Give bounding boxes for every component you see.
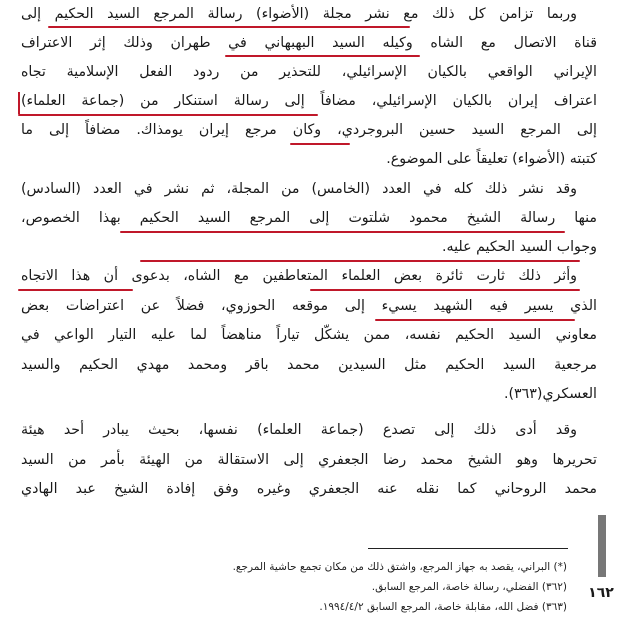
body-line: وأثر ذلك ثارت ثائرة بعض العلماء المتعاطفين مع الشاه، بدعوى أن هذا الاتجاه	[21, 268, 577, 284]
body-line: منها رسالة الشيخ محمود شلتوت إلى المرجع السيد الحكيم بهذا الخصوص،	[21, 210, 597, 226]
body-line: قناة الاتصال مع الشاه وكيله السيد البهبهاني في طهران وذلك إثر الاعتراف	[21, 35, 597, 51]
body-line: اعتراف إيران بالكيان الإسرائيلي، مضافاً إلى رسالة استنكار من (جماعة العلماء)	[21, 93, 597, 109]
body-line: كتبته (الأضواء) تعليقاً على الموضوع.	[386, 151, 597, 167]
highlight-underline	[18, 289, 133, 291]
highlight-underline	[48, 26, 208, 28]
highlight-bracket	[18, 92, 20, 114]
body-line: وربما تزامن كل ذلك مع نشر مجلة (الأضواء) رسالة المرجع السيد الحكيم إلى	[21, 6, 577, 22]
margin-bar	[598, 515, 606, 577]
highlight-underline	[120, 231, 565, 233]
body-line: وجواب السيد الحكيم عليه.	[442, 239, 597, 255]
footnote: (٣٦٢) الفضلي، رسالة خاصة، المرجع السابق.	[371, 581, 567, 593]
footnote: (*) البراني، يقصد به جهاز المرجع، واشتق ذلك من مكان تجمع حاشية المرجع.	[232, 561, 567, 573]
body-line: الذي يسير فيه الشهيد يسيء إلى موقعه الحوزوي، فضلاً عن اعتراضات بعض	[21, 298, 597, 314]
body-line: معاوني السيد الحكيم نفسه، ممن يشكّل تياراً مناهضاً لما عليه التيار الواعي في	[21, 327, 597, 343]
body-line: تحريرها وهو الشيخ محمد رضا الجعفري إلى الاستقالة من الهيئة بأمر من السيد	[21, 452, 597, 468]
footnote: (٣٦٣) فضل الله، مقابلة خاصة، المرجع السابق ١٩٩٤/٤/٢.	[319, 601, 567, 613]
body-line: مرجعية السيد الحكيم مثل السيدين محمد باقر ومحمد مهدي الحكيم والسيد	[21, 357, 597, 373]
body-line: العسكري(٣٦٣).	[504, 386, 597, 402]
footnote-separator	[368, 548, 568, 549]
highlight-underline	[310, 289, 580, 291]
body-line: إلى المرجع السيد حسين البروجردي، وكان مرجع إيران يومذاك. مضافاً إلى ما	[21, 122, 597, 138]
highlight-underline	[18, 114, 318, 116]
body-line: محمد الروحاني كما نقله عنه الجعفري وغيره وفق إفادة الشيخ عبد الهادي	[21, 481, 597, 497]
highlight-underline	[140, 260, 580, 262]
body-line: وقد نشر ذلك كله في العدد (الخامس) من المجلة، ثم نشر في العدد (السادس)	[21, 181, 577, 197]
page-number: ١٦٢	[588, 585, 614, 601]
highlight-underline	[375, 319, 575, 321]
highlight-underline	[290, 143, 350, 145]
body-line: الإيراني الواقعي بالكيان الإسرائيلي، للتحذير من ردود الفعل الإسلامية تجاه	[21, 64, 597, 80]
highlight-underline	[225, 55, 420, 57]
body-line: وقد أدى ذلك إلى تصدع (جماعة العلماء) نفسها، بحيث يبادر أحد هيئة	[21, 422, 577, 438]
